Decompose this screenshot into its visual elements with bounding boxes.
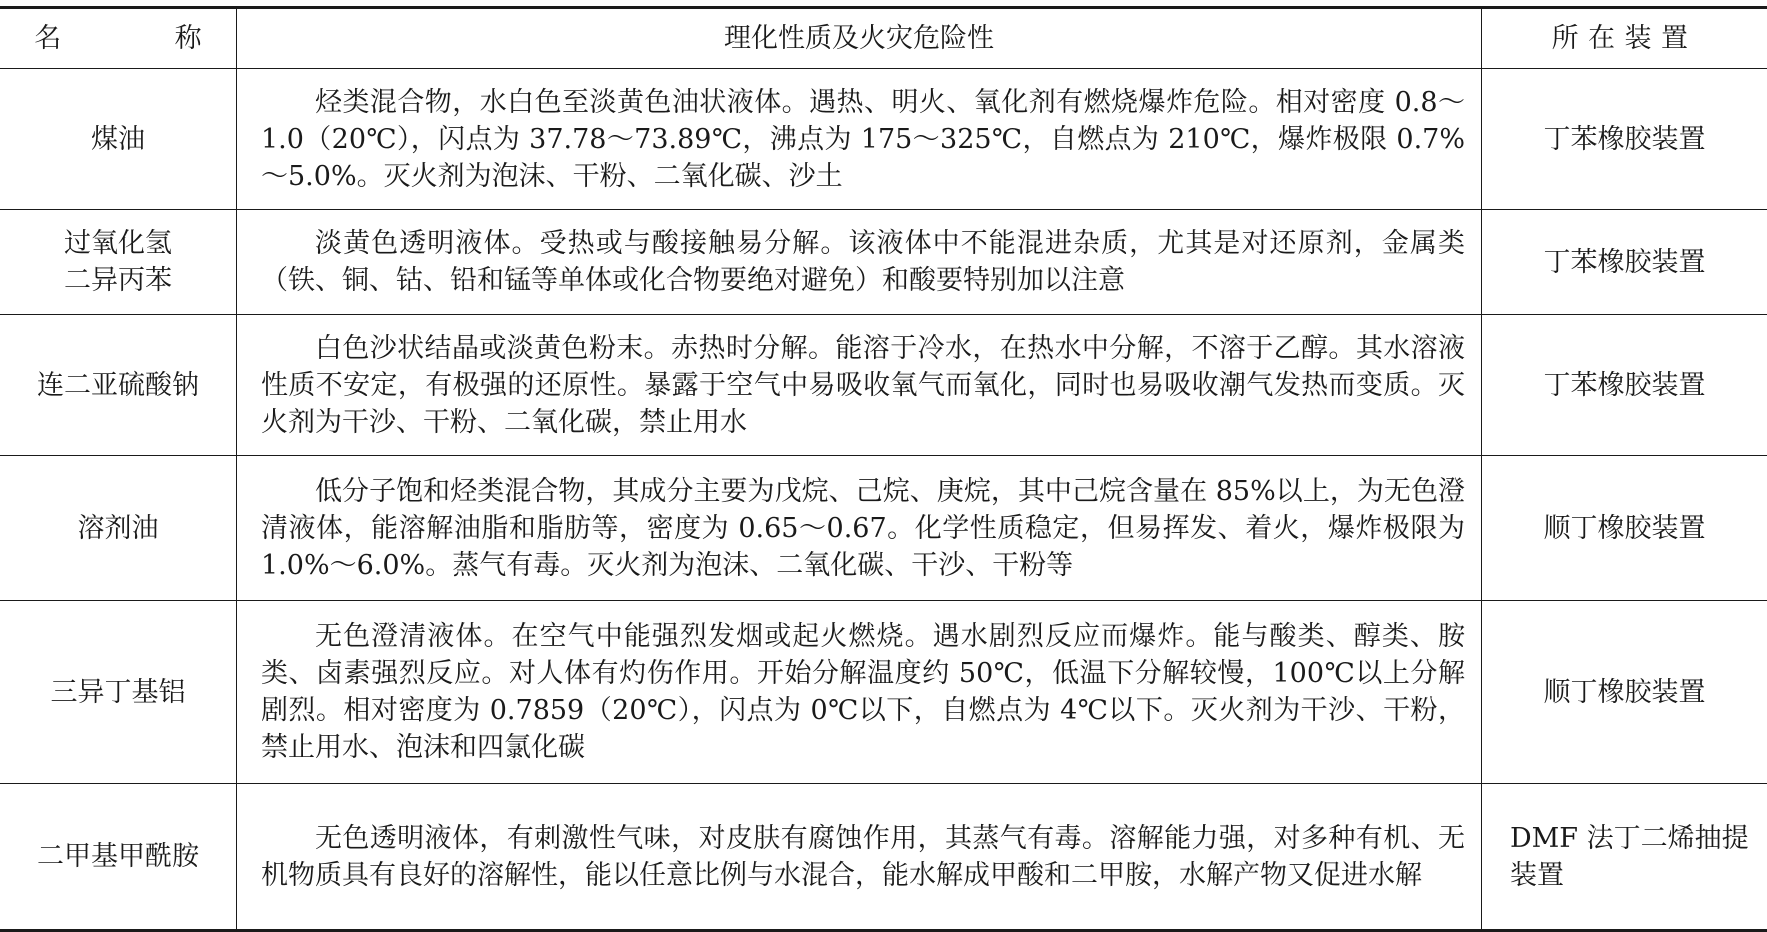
cell-name	[0, 69, 237, 210]
table-row	[0, 784, 1767, 931]
cell-name	[0, 210, 237, 315]
name-line: 煤油	[91, 123, 145, 155]
hazard-properties-table	[0, 6, 1767, 932]
header-properties: 理化性质及火灾危险性	[237, 8, 1482, 69]
cell-unit: 顺丁橡胶装置	[1482, 456, 1767, 601]
name-line: 过氧化氢	[64, 228, 172, 259]
header-unit: 所在装置	[1482, 8, 1767, 69]
table-body	[0, 69, 1767, 931]
cell-name	[0, 784, 237, 931]
cell-unit: 顺丁橡胶装置	[1482, 601, 1767, 784]
name-line: 二甲基甲酰胺	[37, 841, 199, 872]
cell-properties: 烃类混合物，水白色至淡黄色油状液体。遇热、明火、氧化剂有燃烧爆炸危险。相对密度 0.8～1.0（20℃），闪点为 37.78～73.89℃，沸点为 175～325℃，自燃点为 210℃，爆炸极限 0.7%～5.0%。灭火剂为泡沫、干粉、二氧化碳、沙土	[237, 69, 1482, 210]
header-name-label: 名 称	[34, 23, 245, 54]
header-row	[0, 8, 1767, 69]
table-header	[0, 8, 1767, 69]
table-row	[0, 601, 1767, 784]
cell-name	[0, 456, 237, 601]
cell-unit: DMF 法丁二烯抽提装置	[1482, 784, 1767, 931]
table-row	[0, 456, 1767, 601]
name-line: 二异丙苯	[64, 265, 172, 296]
cell-unit: 丁苯橡胶装置	[1482, 210, 1767, 315]
table-row	[0, 69, 1767, 210]
header-name	[0, 8, 245, 69]
name-line: 连二亚硫酸钠	[37, 369, 199, 401]
cell-unit: 丁苯橡胶装置	[1482, 315, 1767, 456]
hazard-table-sheet	[0, 6, 1767, 932]
cell-properties: 淡黄色透明液体。受热或与酸接触易分解。该液体中不能混进杂质，尤其是对还原剂，金属类（铁、铜、钴、铅和锰等单体或化合物要绝对避免）和酸要特别加以注意	[237, 210, 1482, 315]
name-line: 三异丁基铝	[50, 676, 186, 708]
name-line: 溶剂油	[77, 512, 159, 544]
cell-properties: 无色透明液体，有刺激性气味，对皮肤有腐蚀作用，其蒸气有毒。溶解能力强，对多种有机、无机物质具有良好的溶解性，能以任意比例与水混合，能水解成甲酸和二甲胺，水解产物又促进水解	[237, 784, 1482, 931]
table-row	[0, 210, 1767, 315]
cell-unit: 丁苯橡胶装置	[1482, 69, 1767, 210]
cell-properties: 低分子饱和烃类混合物，其成分主要为戊烷、己烷、庚烷，其中己烷含量在 85%以上，为无色澄清液体，能溶解油脂和脂肪等，密度为 0.65～0.67。化学性质稳定，但易挥发、着火，爆炸极限为 1.0%～6.0%。蒸气有毒。灭火剂为泡沫、二氧化碳、干沙、干粉等	[237, 456, 1482, 601]
cell-name	[0, 315, 237, 456]
table-row	[0, 315, 1767, 456]
cell-name	[0, 601, 237, 784]
cell-properties: 白色沙状结晶或淡黄色粉末。赤热时分解。能溶于冷水，在热水中分解，不溶于乙醇。其水溶液性质不安定，有极强的还原性。暴露于空气中易吸收氧气而氧化，同时也易吸收潮气发热而变质。灭火剂为干沙、干粉、二氧化碳，禁止用水	[237, 315, 1482, 456]
cell-properties: 无色澄清液体。在空气中能强烈发烟或起火燃烧。遇水剧烈反应而爆炸。能与酸类、醇类、胺类、卤素强烈反应。对人体有灼伤作用。开始分解温度约 50℃，低温下分解较慢，100℃以上分解剧烈。相对密度为 0.7859（20℃），闪点为 0℃以下，自燃点为 4℃以下。灭火剂为干沙、干粉，禁止用水、泡沫和四氯化碳	[237, 601, 1482, 784]
